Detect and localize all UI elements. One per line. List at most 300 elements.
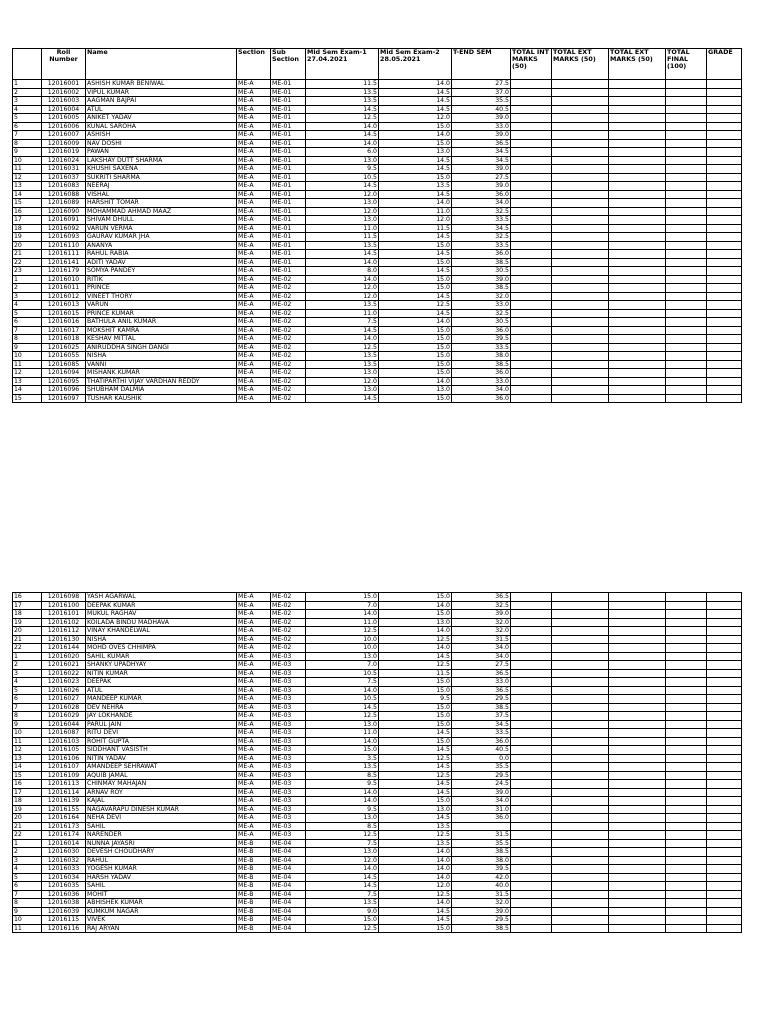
cell-t-end-sem: 32.5 xyxy=(452,601,511,610)
cell-grade xyxy=(707,352,742,361)
cell-total-final xyxy=(666,207,707,216)
cell-total-ext-2 xyxy=(609,610,666,619)
cell-grade xyxy=(707,267,742,276)
cell-sub-section: ME-03 xyxy=(271,754,306,763)
cell-mid-sem-2: 11.5 xyxy=(379,224,452,233)
table-row xyxy=(13,644,742,653)
cell-sr: 3 xyxy=(13,97,42,106)
cell-total-ext xyxy=(552,746,609,755)
cell-roll-number: 12016139 xyxy=(42,797,86,806)
table-row xyxy=(13,233,742,242)
cell-section: ME-A xyxy=(237,301,271,310)
cell-grade xyxy=(707,788,742,797)
cell-total-int xyxy=(511,661,552,670)
table-row xyxy=(13,165,742,174)
cell-sub-section: ME-01 xyxy=(271,80,306,89)
cell-roll-number: 12016179 xyxy=(42,267,86,276)
cell-sr: 6 xyxy=(13,122,42,131)
cell-name: ANANYA xyxy=(86,241,237,250)
cell-mid-sem-2: 14.0 xyxy=(379,899,452,908)
cell-grade xyxy=(707,916,742,925)
cell-total-int xyxy=(511,139,552,148)
cell-mid-sem-1: 8.0 xyxy=(306,267,379,276)
cell-mid-sem-2: 14.5 xyxy=(379,165,452,174)
cell-name: RITU DEVI xyxy=(86,729,237,738)
cell-mid-sem-1: 12.5 xyxy=(306,343,379,352)
cell-grade xyxy=(707,618,742,627)
cell-sr: 5 xyxy=(13,309,42,318)
cell-name: ABHISHEK KUMAR xyxy=(86,899,237,908)
cell-mid-sem-2: 14.5 xyxy=(379,788,452,797)
cell-total-int xyxy=(511,292,552,301)
cell-mid-sem-2: 12.0 xyxy=(379,882,452,891)
cell-grade xyxy=(707,882,742,891)
cell-mid-sem-1: 14.5 xyxy=(306,882,379,891)
cell-total-ext-2 xyxy=(609,924,666,933)
cell-mid-sem-2: 13.5 xyxy=(379,182,452,191)
cell-name: AQUIB JAMAL xyxy=(86,771,237,780)
cell-total-int xyxy=(511,199,552,208)
cell-total-ext xyxy=(552,618,609,627)
cell-grade xyxy=(707,207,742,216)
cell-grade xyxy=(707,284,742,293)
cell-roll-number: 12016107 xyxy=(42,763,86,772)
cell-mid-sem-2: 14.5 xyxy=(379,105,452,114)
cell-total-final xyxy=(666,652,707,661)
cell-mid-sem-2: 12.5 xyxy=(379,831,452,840)
cell-name: SAHIL xyxy=(86,882,237,891)
cell-total-ext-2 xyxy=(609,190,666,199)
table-row xyxy=(13,394,742,403)
cell-total-ext-2 xyxy=(609,822,666,831)
cell-t-end-sem: 34.0 xyxy=(452,797,511,806)
cell-name: CHINMAY MAHAJAN xyxy=(86,780,237,789)
cell-total-final xyxy=(666,173,707,182)
cell-sr: 4 xyxy=(13,678,42,687)
cell-mid-sem-2: 15.0 xyxy=(379,284,452,293)
cell-sub-section: ME-01 xyxy=(271,148,306,157)
cell-total-int xyxy=(511,916,552,925)
cell-total-final xyxy=(666,720,707,729)
cell-roll-number: 12016096 xyxy=(42,386,86,395)
cell-sub-section: ME-02 xyxy=(271,352,306,361)
cell-total-int xyxy=(511,754,552,763)
cell-section: ME-A xyxy=(237,686,271,695)
cell-sr: 15 xyxy=(13,771,42,780)
cell-grade xyxy=(707,797,742,806)
cell-section: ME-B xyxy=(237,890,271,899)
cell-roll-number: 12016044 xyxy=(42,720,86,729)
cell-grade xyxy=(707,182,742,191)
cell-grade xyxy=(707,729,742,738)
cell-mid-sem-2: 13.0 xyxy=(379,805,452,814)
cell-total-final xyxy=(666,856,707,865)
cell-sub-section: ME-02 xyxy=(271,635,306,644)
cell-name: SIDDHANT VASISTH xyxy=(86,746,237,755)
table-row xyxy=(13,173,742,182)
cell-name: THATIPARTHI VIJAY VARDHAN REDDY xyxy=(86,377,237,386)
cell-section: ME-A xyxy=(237,712,271,721)
cell-section: ME-A xyxy=(237,80,271,89)
cell-name: MISHANK KUMAR xyxy=(86,369,237,378)
cell-section: ME-A xyxy=(237,652,271,661)
cell-name: SHIVAM DHULL xyxy=(86,216,237,225)
cell-sub-section: ME-01 xyxy=(271,250,306,259)
cell-total-int xyxy=(511,678,552,687)
table-row xyxy=(13,754,742,763)
cell-mid-sem-1: 11.0 xyxy=(306,729,379,738)
table-row xyxy=(13,343,742,352)
cell-total-ext-2 xyxy=(609,720,666,729)
cell-section: ME-A xyxy=(237,814,271,823)
cell-total-ext-2 xyxy=(609,848,666,857)
cell-sr: 16 xyxy=(13,207,42,216)
cell-name: RITIK xyxy=(86,275,237,284)
cell-sub-section: ME-03 xyxy=(271,686,306,695)
cell-total-final xyxy=(666,907,707,916)
cell-roll-number: 12016022 xyxy=(42,669,86,678)
cell-name: DEVESH CHOUDHARY xyxy=(86,848,237,857)
cell-t-end-sem: 40.5 xyxy=(452,746,511,755)
cell-total-ext-2 xyxy=(609,712,666,721)
cell-total-ext-2 xyxy=(609,250,666,259)
cell-grade xyxy=(707,139,742,148)
cell-total-final xyxy=(666,224,707,233)
cell-sr: 2 xyxy=(13,848,42,857)
cell-total-ext xyxy=(552,831,609,840)
cell-total-ext xyxy=(552,848,609,857)
cell-total-int xyxy=(511,318,552,327)
cell-sr: 7 xyxy=(13,131,42,140)
cell-total-ext-2 xyxy=(609,814,666,823)
cell-roll-number: 12016032 xyxy=(42,856,86,865)
cell-sr: 16 xyxy=(13,780,42,789)
cell-mid-sem-2: 14.0 xyxy=(379,80,452,89)
table-row xyxy=(13,814,742,823)
cell-sr: 6 xyxy=(13,695,42,704)
table-row xyxy=(13,148,742,157)
cell-name: VANNI xyxy=(86,360,237,369)
cell-mid-sem-2: 12.5 xyxy=(379,661,452,670)
cell-name: VARUN xyxy=(86,301,237,310)
cell-mid-sem-1: 14.5 xyxy=(306,326,379,335)
cell-sr: 2 xyxy=(13,284,42,293)
cell-roll-number: 12016112 xyxy=(42,627,86,636)
cell-sub-section: ME-01 xyxy=(271,258,306,267)
cell-name: MOKSHIT KAMRA xyxy=(86,326,237,335)
cell-grade xyxy=(707,601,742,610)
table-row xyxy=(13,899,742,908)
cell-section: ME-A xyxy=(237,635,271,644)
cell-mid-sem-1: 10.5 xyxy=(306,173,379,182)
cell-mid-sem-1: 3.5 xyxy=(306,754,379,763)
cell-total-int xyxy=(511,848,552,857)
cell-grade xyxy=(707,165,742,174)
cell-roll-number: 12016087 xyxy=(42,729,86,738)
cell-mid-sem-1: 14.0 xyxy=(306,865,379,874)
cell-roll-number: 12016155 xyxy=(42,805,86,814)
cell-total-final xyxy=(666,822,707,831)
cell-mid-sem-1: 12.0 xyxy=(306,856,379,865)
cell-total-ext-2 xyxy=(609,780,666,789)
cell-total-int xyxy=(511,618,552,627)
cell-section: ME-A xyxy=(237,326,271,335)
cell-sr: 11 xyxy=(13,737,42,746)
cell-total-final xyxy=(666,343,707,352)
table-row xyxy=(13,703,742,712)
cell-name: NARENDER xyxy=(86,831,237,840)
cell-t-end-sem: 32.5 xyxy=(452,233,511,242)
cell-t-end-sem: 37.5 xyxy=(452,712,511,721)
cell-name: YOGESH KUMAR xyxy=(86,865,237,874)
cell-total-final xyxy=(666,114,707,123)
cell-total-final xyxy=(666,916,707,925)
cell-roll-number: 12016014 xyxy=(42,839,86,848)
cell-total-ext xyxy=(552,173,609,182)
cell-total-ext xyxy=(552,822,609,831)
cell-total-final xyxy=(666,250,707,259)
cell-total-ext-2 xyxy=(609,669,666,678)
cell-total-ext-2 xyxy=(609,216,666,225)
cell-total-int xyxy=(511,173,552,182)
cell-t-end-sem: 33.0 xyxy=(452,122,511,131)
cell-name: RAHUL RABIA xyxy=(86,250,237,259)
cell-roll-number: 12016002 xyxy=(42,88,86,97)
table-row xyxy=(13,139,742,148)
cell-total-ext-2 xyxy=(609,80,666,89)
cell-sub-section: ME-03 xyxy=(271,678,306,687)
cell-grade xyxy=(707,241,742,250)
cell-total-ext xyxy=(552,250,609,259)
cell-mid-sem-2: 14.5 xyxy=(379,190,452,199)
cell-t-end-sem: 34.5 xyxy=(452,148,511,157)
cell-sr: 20 xyxy=(13,241,42,250)
cell-grade xyxy=(707,899,742,908)
cell-section: ME-A xyxy=(237,224,271,233)
cell-roll-number: 12016091 xyxy=(42,216,86,225)
cell-total-ext xyxy=(552,797,609,806)
cell-grade xyxy=(707,292,742,301)
cell-total-ext-2 xyxy=(609,601,666,610)
cell-total-int xyxy=(511,780,552,789)
cell-grade xyxy=(707,360,742,369)
cell-roll-number: 12016114 xyxy=(42,788,86,797)
cell-total-ext-2 xyxy=(609,703,666,712)
cell-total-int xyxy=(511,593,552,602)
cell-sr: 15 xyxy=(13,394,42,403)
cell-total-ext-2 xyxy=(609,394,666,403)
cell-total-ext xyxy=(552,754,609,763)
cell-total-ext-2 xyxy=(609,131,666,140)
cell-total-int xyxy=(511,627,552,636)
cell-name: NITIN KUMAR xyxy=(86,669,237,678)
cell-roll-number: 12016024 xyxy=(42,156,86,165)
cell-total-ext xyxy=(552,97,609,106)
cell-mid-sem-2: 13.5 xyxy=(379,822,452,831)
cell-roll-number: 12016033 xyxy=(42,865,86,874)
cell-t-end-sem: 38.5 xyxy=(452,284,511,293)
cell-total-int xyxy=(511,669,552,678)
table-row xyxy=(13,309,742,318)
cell-grade xyxy=(707,839,742,848)
table-row xyxy=(13,882,742,891)
cell-mid-sem-1: 13.0 xyxy=(306,199,379,208)
cell-grade xyxy=(707,190,742,199)
cell-section: ME-A xyxy=(237,360,271,369)
cell-name: ROHIT GUPTA xyxy=(86,737,237,746)
cell-grade xyxy=(707,805,742,814)
cell-t-end-sem: 39.5 xyxy=(452,335,511,344)
cell-mid-sem-2: 15.0 xyxy=(379,173,452,182)
cell-total-ext xyxy=(552,377,609,386)
cell-grade xyxy=(707,131,742,140)
cell-roll-number: 12016026 xyxy=(42,686,86,695)
cell-t-end-sem: 38.5 xyxy=(452,360,511,369)
cell-total-int xyxy=(511,309,552,318)
cell-total-final xyxy=(666,618,707,627)
cell-total-ext xyxy=(552,394,609,403)
cell-mid-sem-1: 10.0 xyxy=(306,644,379,653)
cell-total-int xyxy=(511,352,552,361)
cell-t-end-sem: 34.5 xyxy=(452,720,511,729)
cell-total-ext-2 xyxy=(609,678,666,687)
cell-sr: 22 xyxy=(13,831,42,840)
cell-total-ext xyxy=(552,114,609,123)
cell-sr: 21 xyxy=(13,822,42,831)
cell-total-int xyxy=(511,216,552,225)
cell-section: ME-A xyxy=(237,284,271,293)
cell-total-int xyxy=(511,873,552,882)
cell-total-int xyxy=(511,335,552,344)
cell-section: ME-B xyxy=(237,916,271,925)
cell-sub-section: ME-04 xyxy=(271,924,306,933)
cell-sr: 23 xyxy=(13,267,42,276)
cell-sr: 11 xyxy=(13,360,42,369)
cell-sub-section: ME-02 xyxy=(271,335,306,344)
cell-mid-sem-1: 10.5 xyxy=(306,695,379,704)
table-row xyxy=(13,695,742,704)
cell-total-final xyxy=(666,326,707,335)
cell-total-ext xyxy=(552,771,609,780)
cell-sub-section: ME-01 xyxy=(271,190,306,199)
cell-section: ME-A xyxy=(237,831,271,840)
cell-name: NEHA DEVI xyxy=(86,814,237,823)
cell-total-ext xyxy=(552,292,609,301)
cell-total-int xyxy=(511,839,552,848)
cell-total-int xyxy=(511,695,552,704)
cell-name: VISHAL xyxy=(86,190,237,199)
cell-section: ME-A xyxy=(237,182,271,191)
cell-section: ME-A xyxy=(237,258,271,267)
cell-t-end-sem: 36.0 xyxy=(452,369,511,378)
cell-total-final xyxy=(666,335,707,344)
cell-total-ext xyxy=(552,80,609,89)
cell-grade xyxy=(707,890,742,899)
cell-mid-sem-1: 13.0 xyxy=(306,652,379,661)
cell-sub-section: ME-02 xyxy=(271,377,306,386)
cell-total-int xyxy=(511,924,552,933)
table-row xyxy=(13,258,742,267)
cell-total-final xyxy=(666,258,707,267)
cell-t-end-sem: 36.0 xyxy=(452,190,511,199)
cell-total-ext-2 xyxy=(609,284,666,293)
cell-t-end-sem: 34.0 xyxy=(452,199,511,208)
cell-total-final xyxy=(666,788,707,797)
cell-name: KHUSHI SAXENA xyxy=(86,165,237,174)
cell-mid-sem-1: 14.0 xyxy=(306,275,379,284)
cell-mid-sem-1: 12.0 xyxy=(306,292,379,301)
cell-roll-number: 12016055 xyxy=(42,352,86,361)
cell-roll-number: 12016004 xyxy=(42,105,86,114)
cell-mid-sem-1: 12.5 xyxy=(306,712,379,721)
cell-mid-sem-2: 12.0 xyxy=(379,216,452,225)
cell-total-final xyxy=(666,105,707,114)
cell-sr: 3 xyxy=(13,669,42,678)
cell-total-ext-2 xyxy=(609,182,666,191)
cell-roll-number: 12016085 xyxy=(42,360,86,369)
cell-grade xyxy=(707,678,742,687)
cell-name: SHANKY UPADHYAY xyxy=(86,661,237,670)
cell-mid-sem-2: 15.0 xyxy=(379,678,452,687)
cell-sr: 4 xyxy=(13,105,42,114)
cell-mid-sem-2: 14.0 xyxy=(379,865,452,874)
cell-section: ME-A xyxy=(237,156,271,165)
cell-roll-number: 12016003 xyxy=(42,97,86,106)
cell-t-end-sem: 38.5 xyxy=(452,258,511,267)
cell-roll-number: 12016093 xyxy=(42,233,86,242)
table-row xyxy=(13,216,742,225)
cell-sr: 2 xyxy=(13,88,42,97)
cell-total-ext-2 xyxy=(609,797,666,806)
cell-name: VINAY KHANDELWAL xyxy=(86,627,237,636)
cell-total-int xyxy=(511,720,552,729)
cell-section: ME-A xyxy=(237,610,271,619)
cell-mid-sem-2: 11.0 xyxy=(379,207,452,216)
table-row xyxy=(13,780,742,789)
cell-name: SAHIL xyxy=(86,822,237,831)
cell-total-final xyxy=(666,873,707,882)
cell-roll-number: 12016088 xyxy=(42,190,86,199)
cell-grade xyxy=(707,173,742,182)
cell-name: PARUL JAIN xyxy=(86,720,237,729)
cell-total-int xyxy=(511,610,552,619)
cell-section: ME-A xyxy=(237,788,271,797)
cell-t-end-sem: 39.0 xyxy=(452,131,511,140)
cell-total-ext-2 xyxy=(609,352,666,361)
cell-total-ext-2 xyxy=(609,737,666,746)
cell-name: SUKRITI SHARMA xyxy=(86,173,237,182)
cell-name: LAKSHAY DUTT SHARMA xyxy=(86,156,237,165)
table-row xyxy=(13,199,742,208)
cell-name: NITIN YADAV xyxy=(86,754,237,763)
cell-mid-sem-2: 9.5 xyxy=(379,695,452,704)
cell-mid-sem-1: 14.5 xyxy=(306,394,379,403)
table-row xyxy=(13,831,742,840)
cell-sub-section: ME-01 xyxy=(271,173,306,182)
cell-section: ME-A xyxy=(237,797,271,806)
cell-total-final xyxy=(666,199,707,208)
cell-roll-number: 12016110 xyxy=(42,241,86,250)
cell-mid-sem-2: 14.5 xyxy=(379,780,452,789)
cell-sub-section: ME-03 xyxy=(271,780,306,789)
cell-total-final xyxy=(666,386,707,395)
cell-t-end-sem: 39.5 xyxy=(452,865,511,874)
cell-total-ext xyxy=(552,156,609,165)
cell-mid-sem-1: 14.0 xyxy=(306,122,379,131)
cell-section: ME-B xyxy=(237,882,271,891)
cell-grade xyxy=(707,386,742,395)
cell-mid-sem-2: 15.0 xyxy=(379,737,452,746)
